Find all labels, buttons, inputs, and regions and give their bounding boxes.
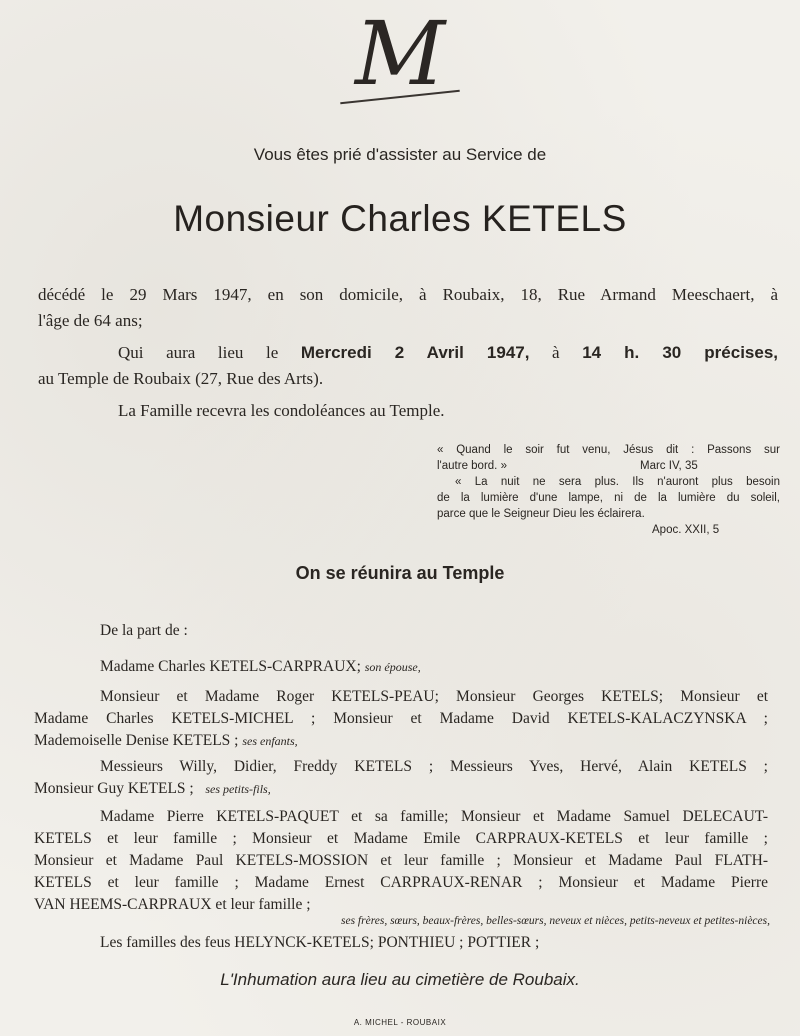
relatives-line2: KETELS et leur famille ; Monsieur et Madame Emile CARPRAUX-KETELS et leur famille ;: [34, 830, 768, 847]
quote1-line1: « Quand le soir fut venu, Jésus dit : Passons sur: [437, 444, 780, 456]
grandchildren-names-end: Monsieur Guy KETELS ;: [34, 780, 194, 797]
deceased-name: Monsieur Charles KETELS: [173, 198, 627, 239]
gathering-heading: On se réunira au Temple: [295, 563, 505, 583]
invitation-line: Vous êtes prié d'assister au Service de: [253, 145, 547, 164]
death-details-line1: décédé le 29 Mars 1947, en son domicile, à Roubaix, 18, Rue Armand Meeschaert, à: [38, 285, 778, 304]
service-prefix: Qui aura lieu le: [118, 343, 279, 362]
children-line3: [34, 730, 298, 752]
service-details-line1: [118, 340, 778, 366]
quote1-reference: Marc IV, 35: [640, 460, 698, 472]
service-time: 14 h. 30 précises,: [582, 343, 779, 362]
quote2-line2: de la lumière d'une lampe, ni de la lumière du soleil,: [437, 492, 780, 504]
service-date: Mercredi 2 Avril 1947,: [300, 343, 530, 362]
children-names-end: Mademoiselle Denise KETELS ;: [34, 732, 239, 749]
quote2-line1: « La nuit ne sera plus. Ils n'auront plus besoin: [455, 476, 780, 488]
burial-note: L'Inhumation aura lieu au cimetière de Roubaix.: [220, 970, 580, 989]
children-line1: Monsieur et Madame Roger KETELS-PEAU; Monsieur Georges KETELS; Monsieur et: [100, 688, 768, 705]
relatives-role: ses frères, sœurs, beaux-frères, belles-sœurs, neveux et nièces, petits-neveux et petites-nièces,: [341, 915, 770, 927]
monogram: M: [354, 2, 446, 105]
children-role: ses enfants,: [242, 734, 298, 748]
relatives-line5: VAN HEEMS-CARPRAUX et leur famille ;: [34, 896, 311, 913]
death-details-line2: l'âge de 64 ans;: [38, 311, 143, 330]
grandchildren-role: ses petits-fils,: [205, 782, 271, 796]
grandchildren-line1: Messieurs Willy, Didier, Freddy KETELS ; Messieurs Yves, Hervé, Alain KETELS ;: [100, 758, 768, 775]
quote2-reference: Apoc. XXII, 5: [652, 524, 720, 536]
service-location: au Temple de Roubaix (27, Rue des Arts).: [38, 369, 324, 388]
relatives-line1: Madame Pierre KETELS-PAQUET et sa famille; Monsieur et Madame Samuel DELECAUT-: [100, 808, 768, 825]
relatives-line4: KETELS et leur famille ; Madame Ernest CARPRAUX-RENAR ; Monsieur et Madame Pierre: [34, 874, 768, 891]
quote1-line2: l'autre bord. »: [437, 460, 507, 472]
children-line2: Madame Charles KETELS-MICHEL ; Monsieur et Madame David KETELS-KALACZYNSKA ;: [34, 710, 768, 727]
spouse-line: [100, 656, 421, 678]
quote2-line3: parce que le Seigneur Dieu les éclairera.: [437, 508, 645, 520]
late-families-line: Les familles des feus HELYNCK-KETELS; PONTHIEU ; POTTIER ;: [100, 934, 540, 951]
service-at: à: [552, 343, 560, 362]
spouse-name: Madame Charles KETELS-CARPRAUX;: [100, 658, 361, 675]
printer-mark: A. MICHEL - ROUBAIX: [353, 1018, 447, 1027]
grandchildren-line2: [34, 778, 271, 800]
spouse-role: son épouse,: [364, 660, 421, 674]
condolences-note: La Famille recevra les condoléances au Temple.: [118, 401, 445, 420]
family-intro: De la part de :: [100, 622, 188, 639]
relatives-line3: Monsieur et Madame Paul KETELS-MOSSION et leur famille ; Monsieur et Madame Paul FLATH-: [34, 852, 768, 869]
